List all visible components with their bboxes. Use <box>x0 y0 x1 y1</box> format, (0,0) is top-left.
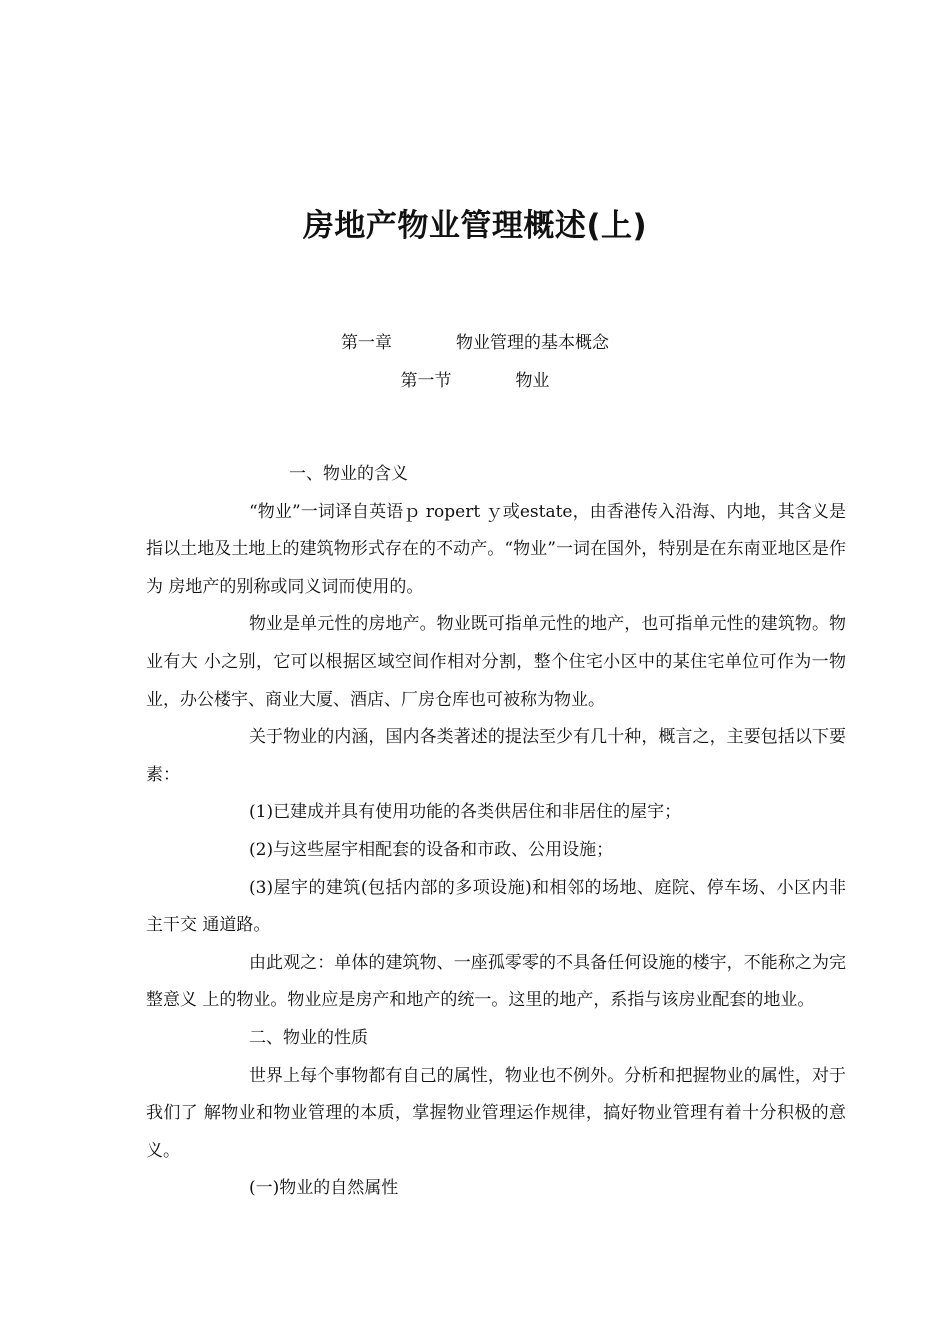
section-heading <box>0 366 950 391</box>
document-title: 房地产物业管理概述(上) <box>302 208 648 244</box>
subheading-nature: 二、物业的性质 <box>249 1027 368 1048</box>
paragraph: 世界上每个事物都有自己的属性，物业也不例外。分析和把握物业的属性，对于我们了 解物业和物业管理的本质，掌握物业管理运作规律，搞好物业管理有着十分积极的意义。 <box>146 1065 846 1161</box>
section-name: 物业 <box>515 371 550 391</box>
subheading-meaning: 一、物业的含义 <box>289 464 408 484</box>
paragraph: 关于物业的内涵，国内各类著述的提法至少有几十种，概言之，主要包括以下要素： <box>146 727 846 785</box>
chapter-heading <box>0 328 950 353</box>
list-item: (1)已建成并具有使用功能的各类供居住和非居住的屋宇； <box>249 802 682 823</box>
paragraph: 物业是单元性的房地产。物业既可指单元性的地产，也可指单元性的建筑物。物业有大 小之别，它可以根据区域空间作相对分割，整个住宅小区中的某住宅单位可作为一物业，办公楼宇、商业大厦、酒店、厂房仓库也可被称为物业。 <box>146 614 846 710</box>
chapter-label: 第一章 <box>341 333 392 353</box>
list-item: (3)屋宇的建筑(包括内部的多项设施)和相邻的场地、庭院、停车场、小区内非主干交 通道路。 <box>146 877 846 936</box>
chapter-name: 物业管理的基本概念 <box>456 333 609 353</box>
section-label: 第一节 <box>400 371 452 391</box>
list-item: (2)与这些屋宇相配套的设备和市政、公用设施； <box>249 839 614 860</box>
subheading-natural-attribute: (一)物业的自然属性 <box>249 1178 399 1199</box>
paragraph: “物业”一词译自英语ｐ ropert ｙ或estate，由香港传入沿海、内地，其含义是指以土地及土地上的建筑物形式存在的不动产。“物业”一词在国外，特别是在东南亚地区是作为 房地产的别称或同义词而使用的。 <box>146 501 846 597</box>
body-text <box>146 456 846 1208</box>
paragraph: 由此观之：单体的建筑物、一座孤零零的不具备任何设施的楼宇，不能称之为完整意义 上的物业。物业应是房产和地产的统一。这里的地产，系指与该房业配套的地业。 <box>146 952 846 1011</box>
